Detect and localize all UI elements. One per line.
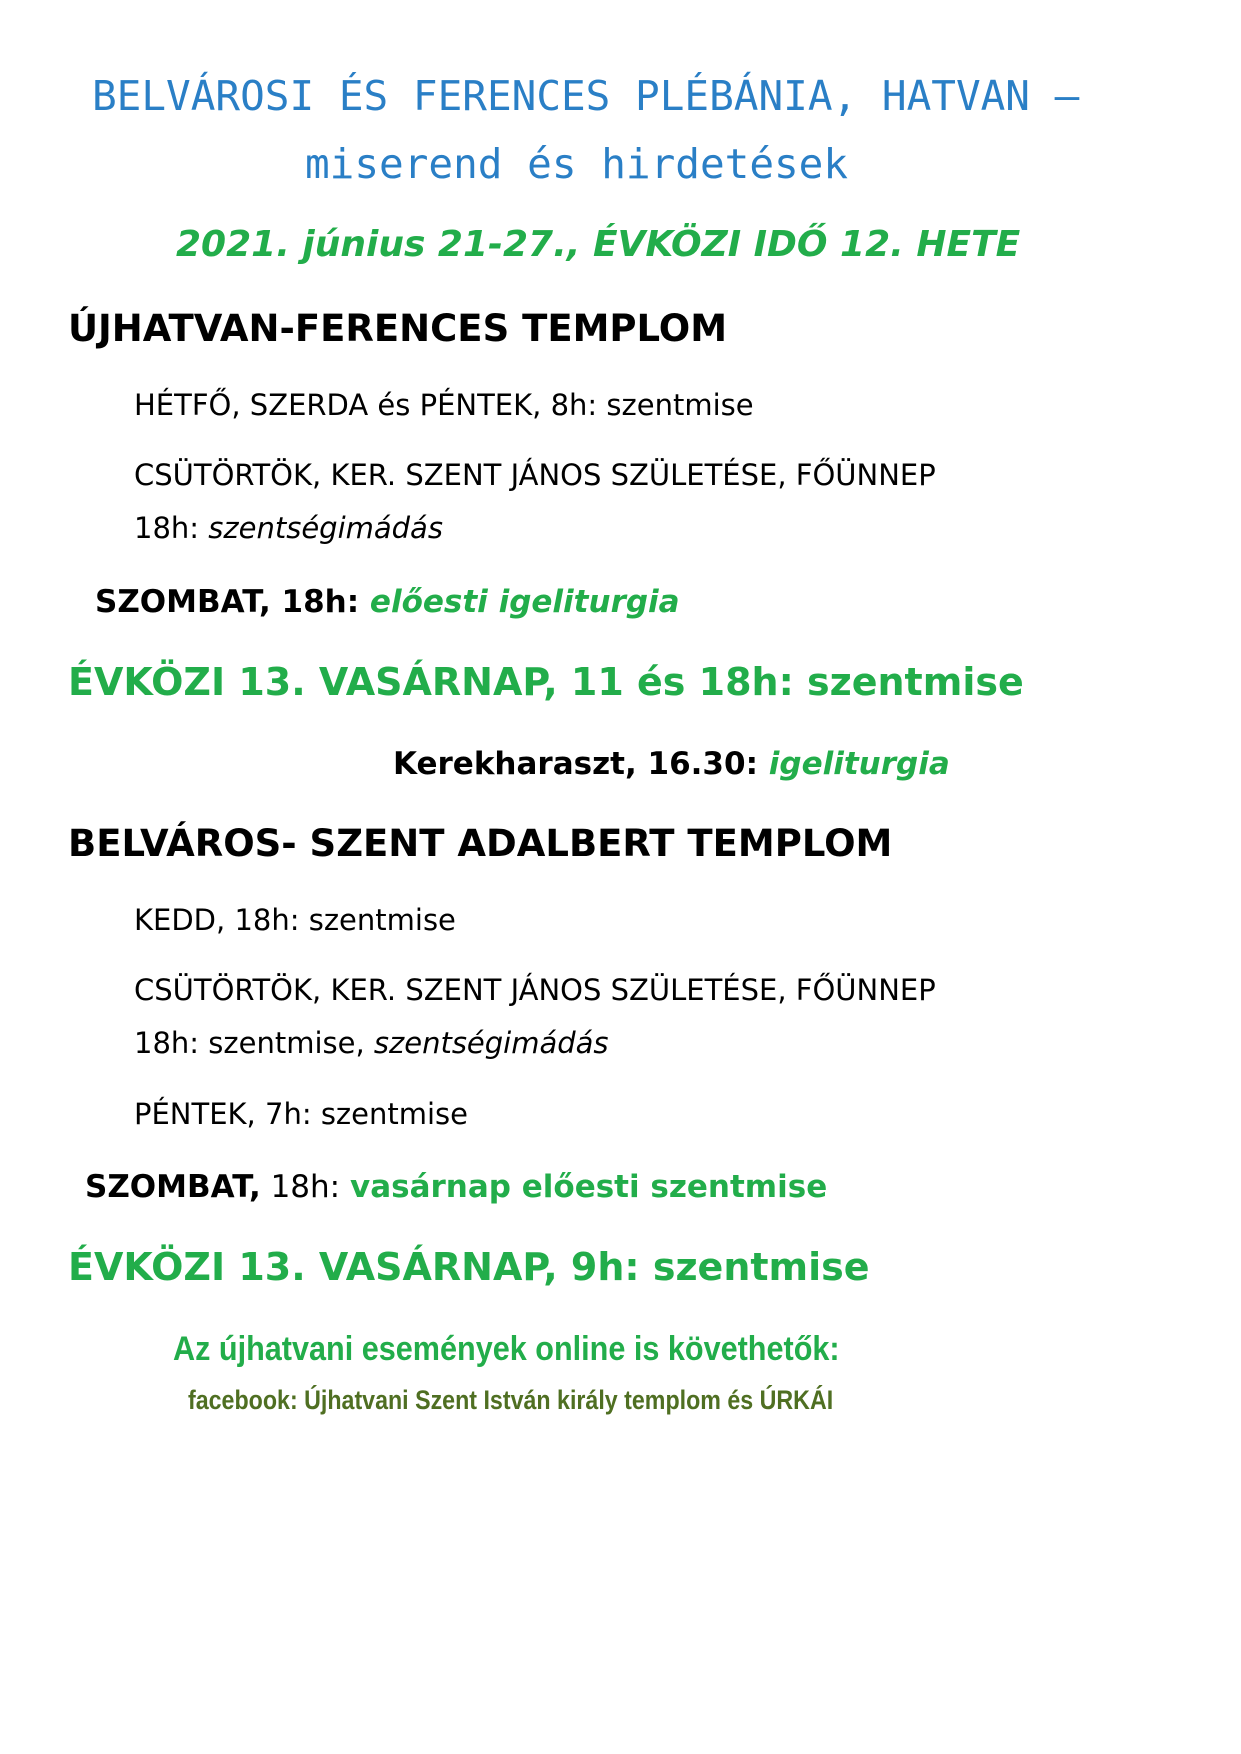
ujhatvan-saturday-event: előesti igeliturgia <box>369 584 680 620</box>
kerekharaszt-line <box>393 746 950 782</box>
ujhatvan-saturday <box>95 584 680 620</box>
ujhatvan-saturday-day: SZOMBAT, 18h: <box>95 584 370 620</box>
belvaros-thursday-event: szentségimádás <box>373 1026 609 1060</box>
belvaros-saturday-time: 18h: <box>260 1169 350 1205</box>
ujhatvan-thursday-time <box>134 511 443 545</box>
ujhatvan-thursday-hour: 18h: <box>134 511 209 545</box>
ujhatvan-heading: ÚJHATVAN-FERENCES TEMPLOM <box>68 307 728 350</box>
ujhatvan-weekday-mass: HÉTFŐ, SZERDA és PÉNTEK, 8h: szentmise <box>134 388 754 422</box>
ujhatvan-thursday-feast: CSÜTÖRTÖK, KER. SZENT JÁNOS SZÜLETÉSE, FŐÜNNEP <box>134 458 936 492</box>
kerekharaszt-event: igeliturgia <box>768 746 950 782</box>
ujhatvan-thursday-event: szentségimádás <box>208 511 443 545</box>
belvaros-saturday-day: SZOMBAT, <box>85 1169 261 1205</box>
belvaros-saturday <box>85 1169 827 1205</box>
belvaros-thursday-mass: 18h: szentmise, <box>134 1026 374 1060</box>
kerekharaszt-label: Kerekharaszt, 16.30: <box>393 746 769 782</box>
page-title: BELVÁROSI ÉS FERENCES PLÉBÁNIA, HATVAN – <box>92 72 1080 120</box>
belvaros-tuesday: KEDD, 18h: szentmise <box>134 903 456 937</box>
belvaros-heading: BELVÁROS- SZENT ADALBERT TEMPLOM <box>68 822 893 865</box>
belvaros-saturday-event: vasárnap előesti szentmise <box>349 1169 828 1205</box>
facebook-notice: facebook: Újhatvani Szent István király templom és ÚRKÁI <box>188 1385 834 1415</box>
belvaros-thursday-feast: CSÜTÖRTÖK, KER. SZENT JÁNOS SZÜLETÉSE, FŐÜNNEP <box>134 973 936 1007</box>
belvaros-sunday: ÉVKÖZI 13. VASÁRNAP, 9h: szentmise <box>68 1245 870 1289</box>
belvaros-thursday-time <box>134 1026 609 1060</box>
online-notice: Az újhatvani események online is követhetők: <box>173 1330 840 1368</box>
page-subtitle: miserend és hirdetések <box>305 140 849 188</box>
ujhatvan-sunday: ÉVKÖZI 13. VASÁRNAP, 11 és 18h: szentmise <box>68 660 1024 704</box>
week-heading: 2021. június 21-27., ÉVKÖZI IDŐ 12. HETE <box>176 224 1021 265</box>
belvaros-friday: PÉNTEK, 7h: szentmise <box>134 1097 468 1131</box>
